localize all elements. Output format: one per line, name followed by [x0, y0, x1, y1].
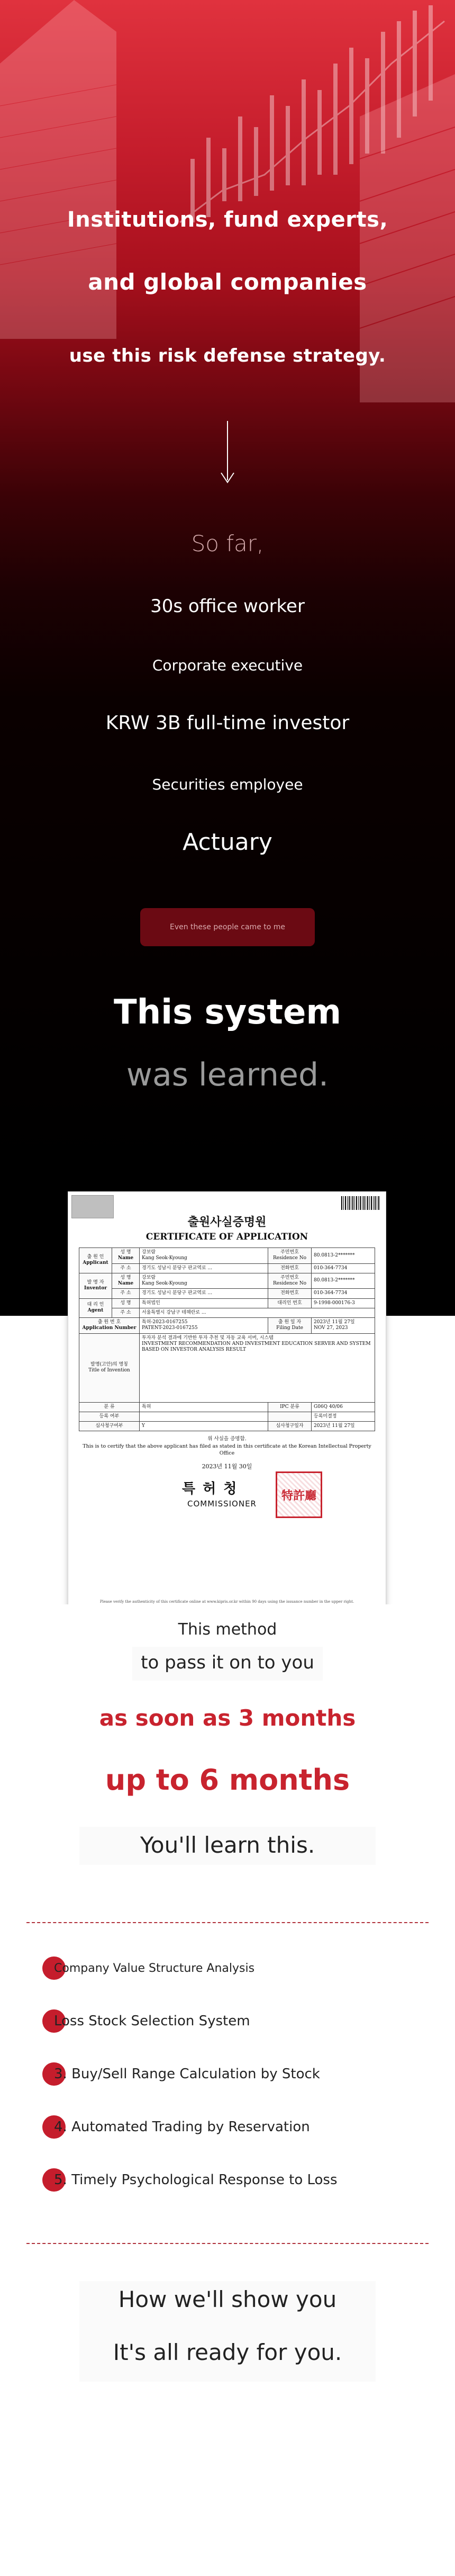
cell-value: 경기도 성남시 분당구 판교역로 ... [140, 1263, 268, 1273]
role-item: Securities employee [152, 776, 303, 793]
filing-date: 2023년 11월 27일 NOV 27, 2023 [312, 1318, 375, 1334]
method-line-2: to pass it on to you [141, 1652, 314, 1673]
cell-value: 강보람 Kang Seok-Kyoung [140, 1273, 268, 1289]
cell-value: 9-1998-000176-3 [312, 1298, 375, 1308]
cell-label: 주민번호 Residence No [268, 1248, 312, 1264]
so-far-label: So far, [191, 531, 264, 557]
cell-label: 전화번호 [268, 1289, 312, 1298]
role-item: Corporate executive [152, 657, 303, 674]
barcode-icon [341, 1196, 379, 1210]
list-item [42, 1952, 254, 1984]
cell-value: 010-364-7734 [312, 1289, 375, 1298]
method-line-1: This method [178, 1620, 277, 1639]
certify-ko: 위 사실을 증명함. [207, 1436, 247, 1442]
office-name-ko: 특허청 [182, 1481, 244, 1497]
patent-certificate [68, 1191, 386, 1610]
commissioner-block [79, 1475, 375, 1517]
certificate-title-ko: 출원사실증명원 [187, 1216, 267, 1229]
cell-value: G06Q 40/06 [312, 1402, 375, 1412]
cell-value: 경기도 성남시 분당구 판교역로 ... [140, 1289, 268, 1298]
cell-label: 대 리 인 [87, 1302, 104, 1307]
step-label: Loss Stock Selection System [54, 2013, 250, 2029]
cell-label: 주 소 [112, 1289, 140, 1298]
closing-section [0, 2244, 455, 2435]
role-item: 30s office worker [150, 596, 305, 617]
cell-value: 010-364-7734 [312, 1263, 375, 1273]
list-item [42, 2164, 338, 2196]
cell-label: Name [117, 1255, 134, 1261]
system-subheading: was learned. [126, 1056, 329, 1093]
who-learned-section [0, 498, 455, 1170]
hero-banner [0, 0, 455, 498]
cell-value: 80.0813-2******* [312, 1273, 375, 1289]
role-item: Actuary [183, 829, 272, 856]
step-label: 3. Buy/Sell Range Calculation by Stock [54, 2066, 320, 2082]
cell-value: 2023년 11월 27일 [312, 1422, 375, 1431]
certificate-title-en: CERTIFICATE OF APPLICATION [145, 1232, 308, 1242]
certify-en: This is to certify that the above applicant has filed as stated in this certificate at the Korean Intellectual Property Office [83, 1443, 371, 1456]
system-heading: This system [113, 993, 342, 1032]
certificate-section [0, 1170, 455, 1604]
official-seal-icon: 特許廳 [276, 1471, 322, 1518]
cell-value: 특허법인 [140, 1298, 268, 1308]
cell-label: 출 원 인 [87, 1254, 104, 1260]
cell-label: Inventor [84, 1286, 107, 1291]
hero-line-1: Institutions, fund experts, [67, 208, 388, 232]
cell-label: Name [117, 1281, 134, 1286]
method-line-5: You'll learn this. [140, 1832, 315, 1858]
closing-line-1: How we'll show you [118, 2286, 337, 2312]
cell-label: 발명(고안)의 명칭 Title of Invention [79, 1333, 140, 1402]
cell-label: 대리인 번호 [268, 1298, 312, 1308]
step-label: 4. Automated Trading by Reservation [54, 2119, 310, 2135]
cell-value: 특허 [140, 1402, 268, 1412]
certify-statement [79, 1435, 375, 1457]
cell-label: IPC 분류 [268, 1402, 312, 1412]
method-duration-min: as soon as 3 months [99, 1705, 356, 1731]
cell-label: 주 소 [112, 1263, 140, 1273]
office-name-en: COMMISSIONER [187, 1499, 257, 1509]
testimonial-pill-button[interactable]: Even these people came to me [140, 908, 315, 946]
cell-label: 주 소 [112, 1308, 140, 1317]
list-item [42, 2005, 250, 2037]
cell-label: 주민번호 Residence No [268, 1273, 312, 1289]
list-item [42, 2058, 320, 2090]
application-number: 특허-2023-0167255 PATENT-2023-0167255 [140, 1318, 268, 1334]
cell-value [140, 1412, 268, 1421]
cell-label: 성 명 [120, 1274, 131, 1280]
fine-print: Please verify the authenticity of this certificate online at www.kipris.or.kr within 90 days using the issuance number in the upper right. [99, 1600, 354, 1604]
method-duration-max: up to 6 months [105, 1763, 350, 1797]
cell-value: 80.0813-2******* [312, 1248, 375, 1264]
cell-label: Application Number [82, 1325, 136, 1331]
list-item [42, 2111, 310, 2143]
curriculum-list [0, 1923, 455, 2243]
cell-label: Agent [87, 1308, 104, 1314]
cell-label: 출 원 일 자 Filing Date [268, 1318, 312, 1334]
cell-label: 전화번호 [268, 1263, 312, 1273]
issue-date: 2023년 11월 30일 [202, 1463, 252, 1470]
role-item: KRW 3B full-time investor [105, 712, 350, 734]
hero-line-2: and global companies [88, 269, 367, 295]
certificate-table [79, 1247, 375, 1431]
hero-line-3: use this risk defense strategy. [69, 345, 386, 366]
cell-label: 분 류 [79, 1402, 140, 1412]
closing-line-2: It's all ready for you. [113, 2339, 342, 2365]
step-label: Company Value Structure Analysis [54, 1961, 255, 1975]
cell-label: 발 명 자 [87, 1279, 104, 1285]
cell-label: 심사청구일자 [268, 1422, 312, 1431]
cell-value: 등록미결정 [312, 1412, 375, 1421]
cell-label [268, 1412, 312, 1421]
cell-label: Applicant [83, 1260, 108, 1266]
cell-value: 강보람 Kang Seok-Kyoung [140, 1248, 268, 1264]
cell-label: 성 명 [112, 1298, 140, 1308]
step-label: 5. Timely Psychological Response to Loss [54, 2172, 338, 2188]
cell-label: 심사청구여부 [79, 1422, 140, 1431]
cell-label: 성 명 [120, 1250, 131, 1255]
cell-value: 서울특별시 강남구 테헤란로 ... [140, 1308, 375, 1317]
method-section [0, 1604, 455, 1922]
invention-title: 투자자 분석 결과에 기반한 투자 추천 및 자동 교육 서버, 시스템 INVESTMENT RECOMMENDATION AND INVESTMENT EDUCATION SERVER AND SYSTEM BASED ON INVESTOR ANALYSIS RESULT [140, 1333, 375, 1402]
cell-label: 등록 여부 [79, 1412, 140, 1421]
cell-value: Y [140, 1422, 268, 1431]
cell-label: 출 원 번 호 [97, 1320, 121, 1325]
arrow-down-icon [219, 421, 236, 484]
photo-placeholder [71, 1195, 114, 1218]
